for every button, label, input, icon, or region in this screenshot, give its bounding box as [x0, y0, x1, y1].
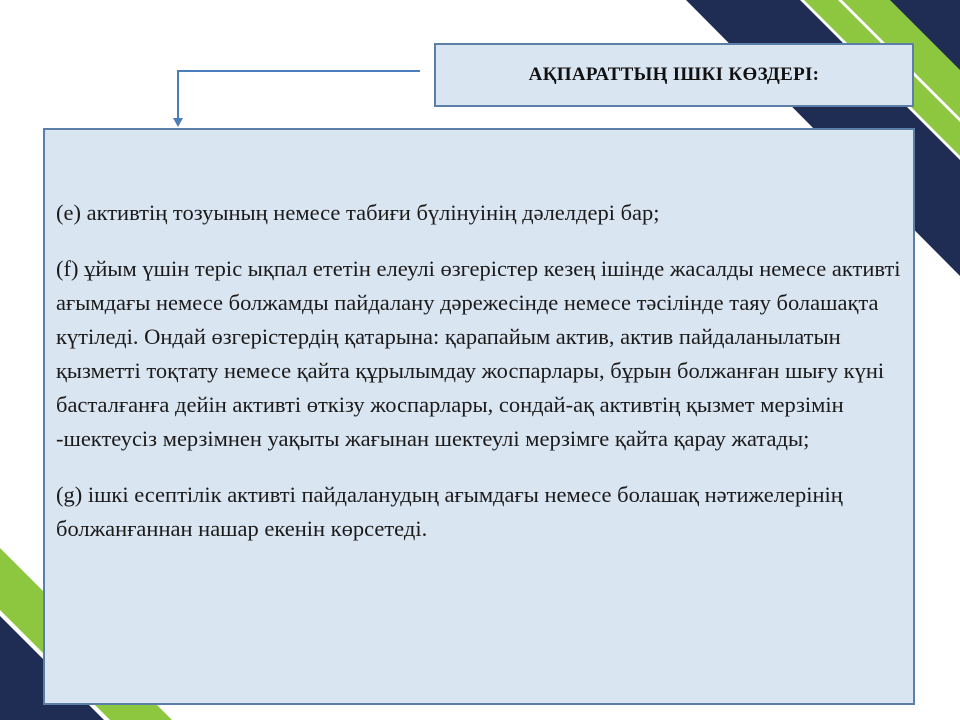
content-box — [43, 128, 915, 705]
connector-arrowhead — [173, 118, 183, 127]
paragraph-f: (f) ұйым үшін теріс ықпал ететін елеулі өзгерістер кезең ішінде жасалды немесе активті ағымдағы немесе болжамды пайдалану дәрежесінде немесе тәсілінде таяу болашақта күтіледі. Ондай өзгерістердің қатарына: қарапайым актив, актив пайдаланылатын қызметті тоқтату немесе қайта құрылымдау жоспарлары, бұрын болжанған шығу күні басталғанға дейін активті өткізу жоспарлары, сондай-ақ активтің қызмет мерзімін -шектеусіз мерзімнен уақыты жағынан шектеулі мерзімге қайта қарау жатады; — [56, 256, 901, 451]
slide-title: АҚПАРАТТЫҢ ІШКІ КӨЗДЕРІ: — [528, 64, 820, 85]
connector-line — [178, 71, 420, 120]
paragraph-e: (e) активтің тозуының немесе табиғи бүлінуінің дәлелдері бар; — [56, 200, 660, 225]
title-box — [434, 43, 914, 107]
paragraph-g: (g) ішкі есептілік активті пайдаланудың ағымдағы немесе болашақ нәтижелерінің болжанғаннан нашар екенін көрсетеді. — [56, 482, 843, 541]
